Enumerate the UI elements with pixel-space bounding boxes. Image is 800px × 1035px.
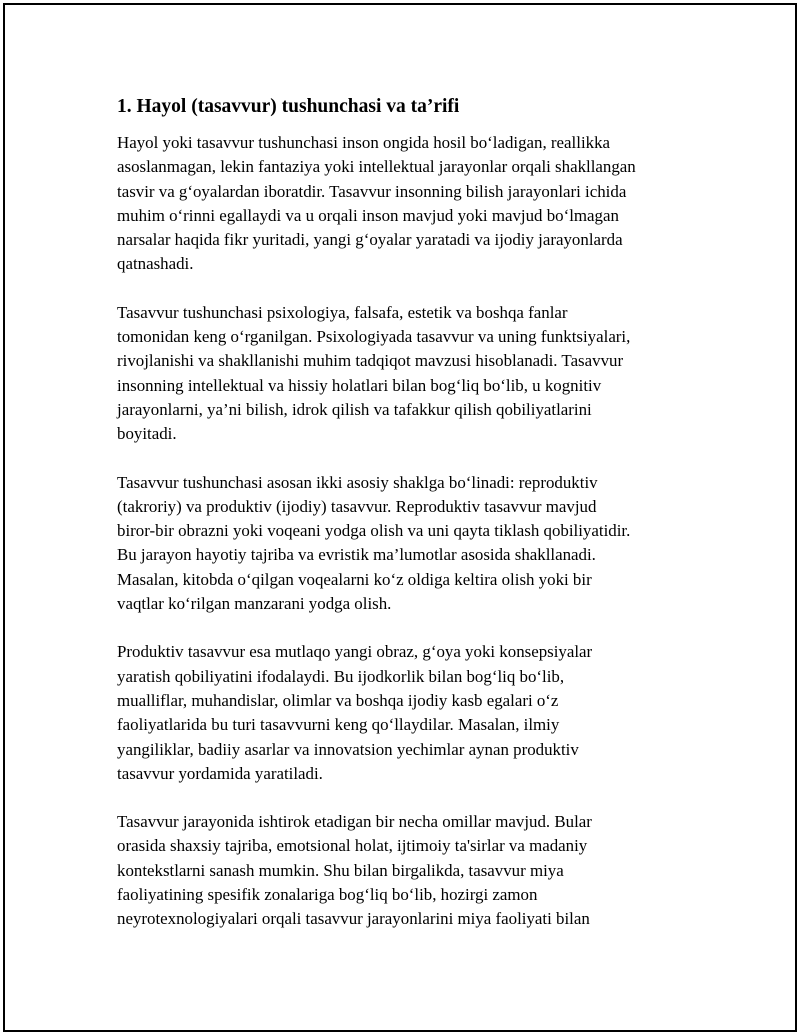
- paragraph-2: [117, 301, 689, 447]
- text-line: biror-bir obrazni yoki voqeani yodga olish va uni qayta tiklash qobiliyatidir.: [117, 521, 631, 541]
- text-line: faoliyatlarida bu turi tasavvurni keng qo‘llaydilar. Masalan, ilmiy: [117, 715, 560, 735]
- text-line: Masalan, kitobda o‘qilgan voqealarni ko‘z oldiga keltira olish yoki bir: [117, 569, 592, 589]
- text-line: tasvir va g‘oyalardan iboratdir. Tasavvur insonning bilish jarayonlari ichida: [117, 181, 627, 201]
- text-line: Hayol yoki tasavvur tushunchasi inson ongida hosil bo‘ladigan, reallikka: [117, 133, 611, 152]
- paragraph-spacer: [117, 786, 689, 810]
- text-line: (takroriy) va produktiv (ijodiy) tasavvur. Reproduktiv tasavvur mavjud: [117, 496, 597, 516]
- text-line: qatnashadi.: [117, 254, 194, 274]
- text-line: kontekstlarni sanash mumkin. Shu bilan birgalikda, tasavvur miya: [117, 860, 564, 880]
- text-line: Produktiv tasavvur esa mutlaqo yangi obraz, g‘oya yoki konsepsiyalar: [117, 642, 593, 662]
- text-line: Tasavvur jarayonida ishtirok etadigan bir necha omillar mavjud. Bular: [117, 812, 592, 832]
- text-line: mualliflar, muhandislar, olimlar va boshqa ijodiy kasb egalari o‘z: [117, 690, 559, 710]
- text-line: faoliyatining spesifik zonalariga bog‘liq bo‘lib, hozirgi zamon: [117, 885, 538, 905]
- paragraph-spacer: [117, 277, 689, 301]
- text-line: boyitadi.: [117, 424, 177, 444]
- paragraph-spacer: [117, 447, 689, 471]
- text-line: narsalar haqida fikr yuritadi, yangi g‘oyalar yaratadi va ijodiy jarayonlarda: [117, 230, 623, 250]
- text-line: yaratish qobiliyatini ifodalaydi. Bu ijodkorlik bilan bog‘liq bo‘lib,: [117, 666, 565, 686]
- document-body: [117, 93, 689, 932]
- text-line: Tasavvur tushunchasi psixologiya, falsafa, estetik va boshqa fanlar: [117, 302, 568, 322]
- paragraph-spacer: [117, 616, 689, 640]
- text-line: insonning intellektual va hissiy holatlari bilan bog‘liq bo‘lib, u kognitiv: [117, 375, 602, 395]
- text-line: vaqtlar ko‘rilgan manzarani yodga olish.: [117, 594, 392, 614]
- paragraph-5: [117, 810, 689, 931]
- text-line: orasida shaxsiy tajriba, emotsional holat, ijtimoiy ta'sirlar va madaniy: [117, 836, 588, 856]
- section-heading: 1. Hayol (tasavvur) tushunchasi va ta’rifi: [117, 96, 460, 117]
- text-line: Tasavvur tushunchasi asosan ikki asosiy shaklga bo‘linadi: reproduktiv: [117, 472, 598, 492]
- text-line: asoslanmagan, lekin fantaziya yoki intellektual jarayonlar orqali shakllangan: [117, 157, 636, 177]
- paragraph-4: [117, 640, 689, 786]
- text-line: neyrotexnologiyalari orqali tasavvur jarayonlarini miya faoliyati bilan: [117, 909, 590, 929]
- paragraph-1: [117, 131, 689, 277]
- text-line: tasavvur yordamida yaratiladi.: [117, 763, 323, 783]
- text-line: tomonidan keng o‘rganilgan. Psixologiyada tasavvur va uning funktsiyalari,: [117, 327, 631, 347]
- text-line: rivojlanishi va shakllanishi muhim tadqiqot mavzusi hisoblanadi. Tasavvur: [117, 351, 624, 371]
- text-line: muhim o‘rinni egallaydi va u orqali inson mavjud yoki mavjud bo‘lmagan: [117, 205, 619, 225]
- text-line: yangiliklar, badiiy asarlar va innovatsion yechimlar aynan produktiv: [117, 739, 579, 759]
- paragraph-3: [117, 471, 689, 617]
- text-line: jarayonlarni, ya’ni bilish, idrok qilish va tafakkur qilish qobiliyatlarini: [117, 399, 592, 419]
- text-line: Bu jarayon hayotiy tajriba va evristik ma’lumotlar asosida shakllanadi.: [117, 545, 596, 565]
